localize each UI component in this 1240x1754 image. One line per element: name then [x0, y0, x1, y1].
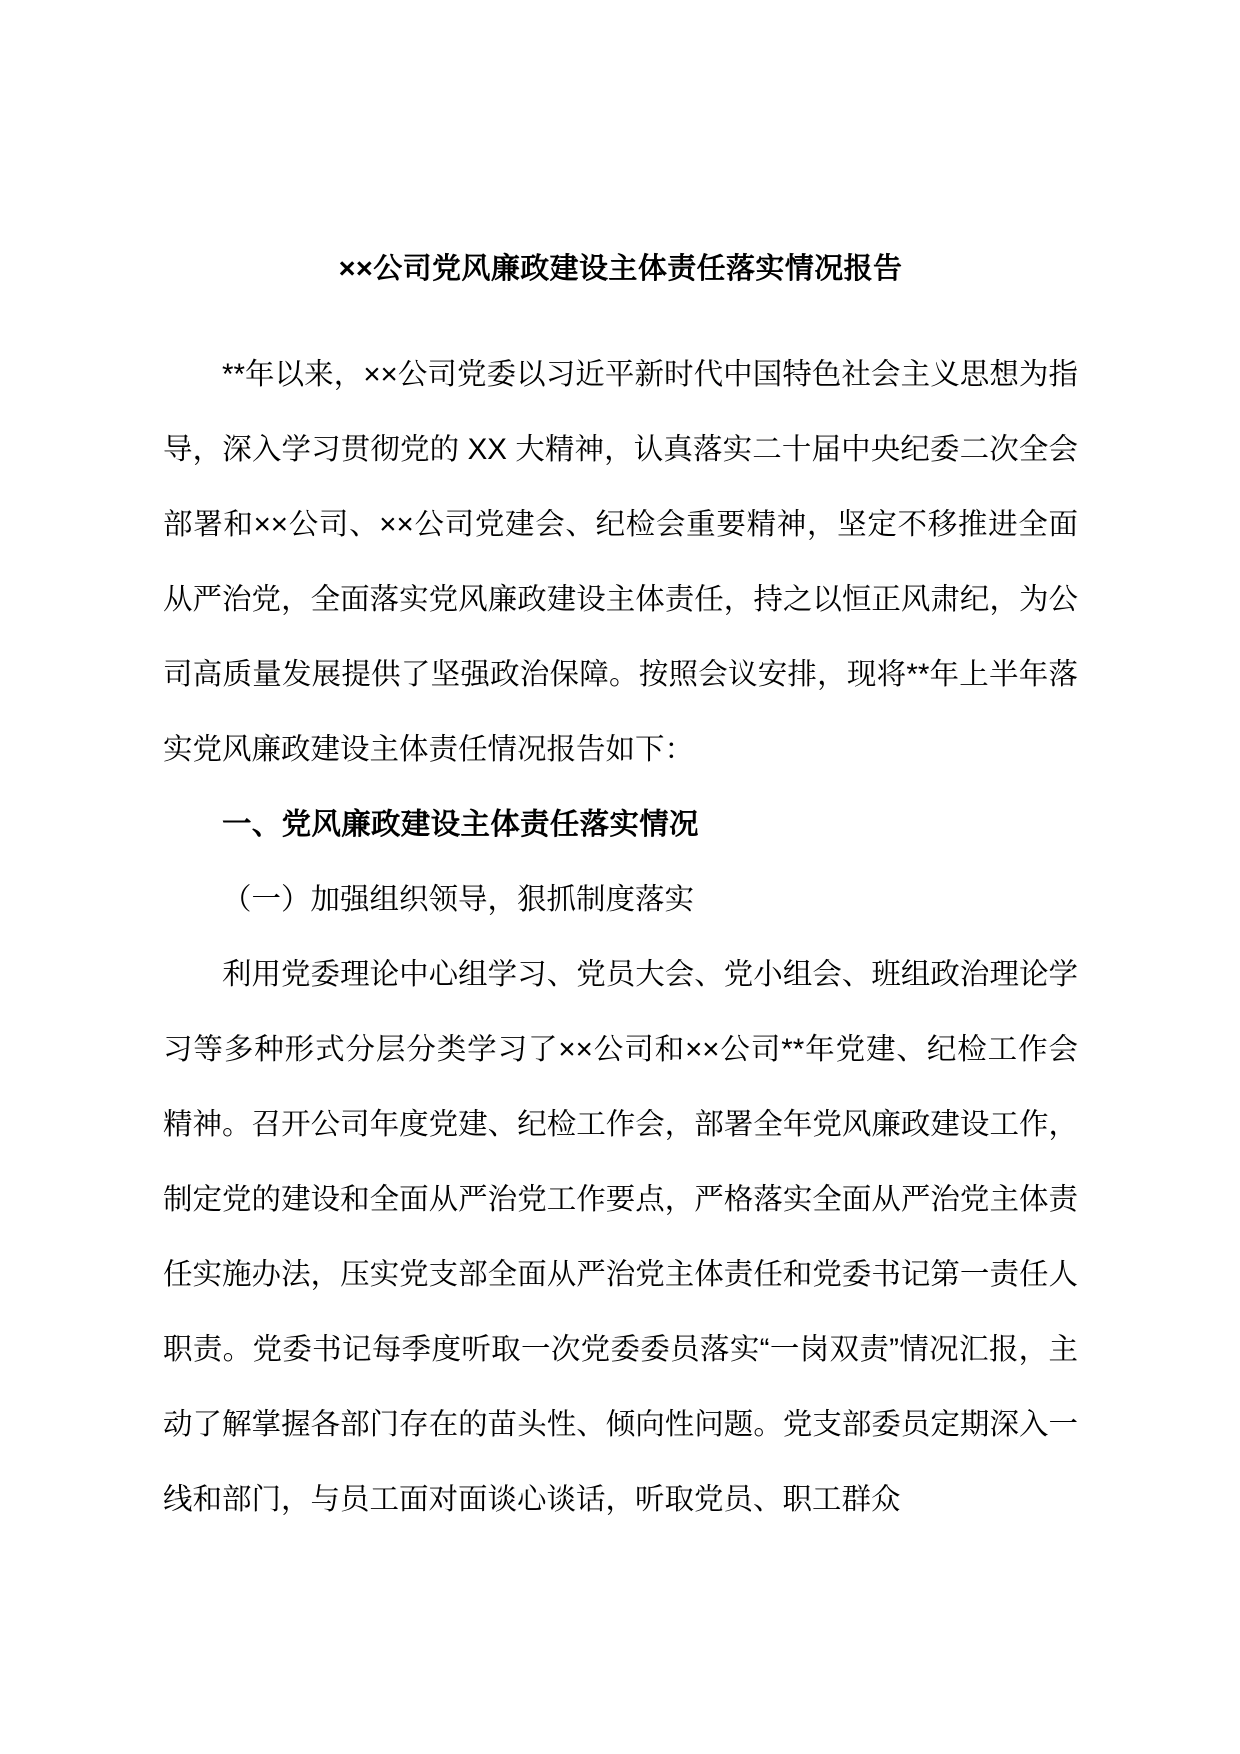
title-spacer	[163, 290, 1078, 337]
intro-paragraph: **年以来，××公司党委以习近平新时代中国特色社会主义思想为指导，深入学习贯彻党的 XX 大精神，认真落实二十届中央纪委二次全会部署和××公司、××公司党建会、纪检会重要精神，坚定不移推进全面从严治党，全面落实党风廉政建设主体责任，持之以恒正风肃纪，为公司高质量发展提供了坚强政治保障。按照会议安排，现将**年上半年落实党风廉政建设主体责任情况报告如下：	[163, 358, 1078, 766]
page-title: ××公司党风廉政建设主体责任落实情况报告	[338, 253, 903, 285]
section-heading-one: 一、党风廉政建设主体责任落实情况	[222, 808, 699, 841]
body-paragraph-1: 利用党委理论中心组学习、党员大会、党小组会、班组政治理论学习等多种形式分层分类学习了××公司和××公司**年党建、纪检工作会精神。召开公司年度党建、纪检工作会，部署全年党风廉政建设工作，制定党的建设和全面从严治党工作要点，严格落实全面从严治党主体责任实施办法，压实党支部全面从严治党主体责任和党委书记第一责任人职责。党委书记每季度听取一次党委委员落实“一岗双责”情况汇报，主动了解掌握各部门存在的苗头性、倾向性问题。党支部委员定期深入一线和部门，与员工面对面谈心谈话，听取党员、职工群众	[163, 958, 1078, 1516]
subsection-heading-one-1: （一）加强组织领导，狠抓制度落实	[222, 883, 695, 916]
document-content	[163, 0, 1078, 1537]
